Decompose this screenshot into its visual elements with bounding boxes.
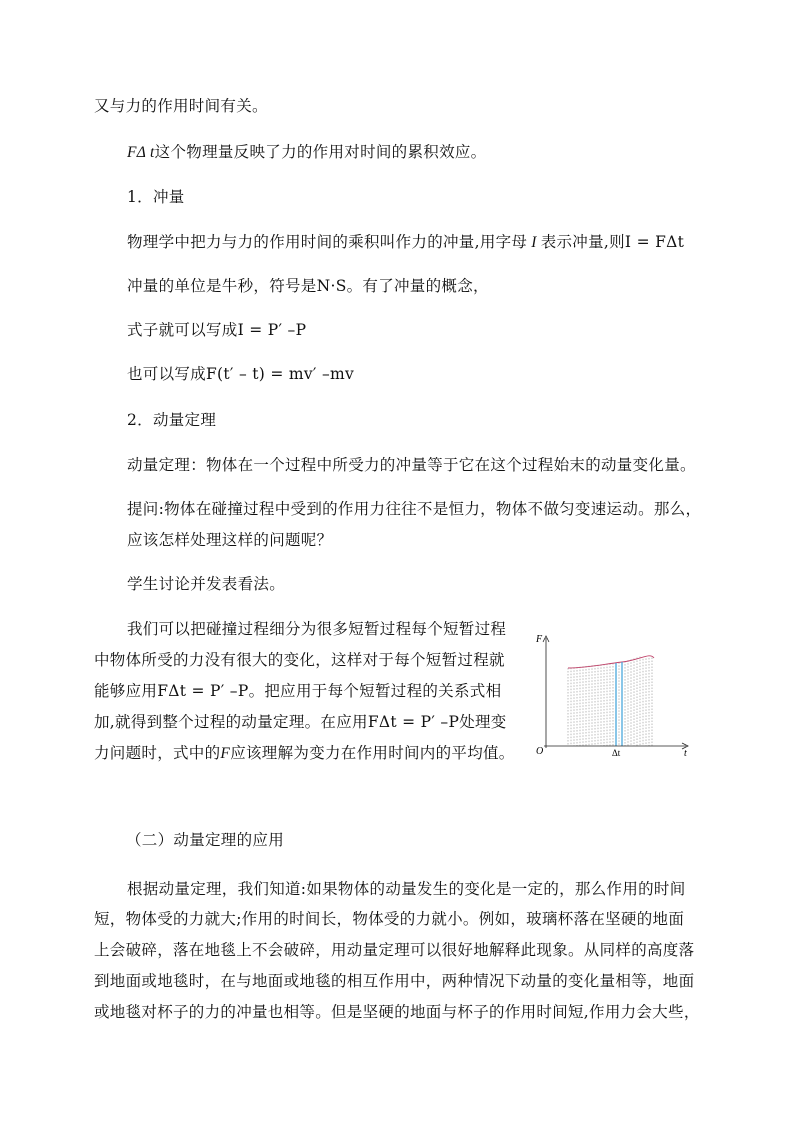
- paragraph-1: 又与力的作用时间有关。: [94, 97, 268, 115]
- paragraph-3: [127, 232, 684, 253]
- paragraph-10-line-5-b: 应该理解为变力在作用时间内的平均值。: [230, 744, 515, 762]
- symbol-i: I: [531, 234, 537, 251]
- paragraph-11-line-4: 到地面或地毯时，在与地面或地毯的相互作用中，两种情况下动量的变化量相等，地面: [94, 972, 695, 990]
- paragraph-7: 动量定理：物体在一个过程中所受力的冲量等于它在这个过程始末的动量变化量。: [127, 456, 696, 474]
- symbol-f: F: [220, 745, 231, 762]
- heading-momentum-theorem: 2．动量定理: [127, 411, 217, 429]
- force-time-figure: [532, 630, 692, 762]
- y-axis-label: F: [536, 634, 543, 645]
- slice-lines: [568, 657, 652, 746]
- paragraph-10-line-1: 我们可以把碰撞过程细分为很多短暂过程每个短暂过程: [127, 620, 507, 638]
- paragraph-11-line-1: 根据动量定理，我们知道:如果物体的动量发生的变化是一定的，那么作用的时间: [127, 880, 686, 898]
- paragraph-10-line-2: 中物体所受的力没有很大的变化，这样对于每个短暂过程就: [94, 651, 505, 669]
- paragraph-11-line-3: 上会破碎，落在地毯上不会破碎，用动量定理可以很好地解释此现象。从同样的高度落: [94, 941, 695, 959]
- paragraph-11-line-2: 短，物体受的力就大;作用的时间长，物体受的力就小。例如，玻璃杯落在坚硬的地面: [94, 910, 685, 928]
- formula-f-delta-t: FΔ t: [127, 144, 155, 161]
- paragraph-3-text-a: 物理学中把力与力的作用时间的乘积叫作力的冲量,用字母: [127, 233, 528, 251]
- interval-label: Δt: [612, 748, 621, 758]
- force-curve: [568, 656, 654, 668]
- paragraph-10-line-4: 加,就得到整个过程的动量定理。在应用FΔt = P′ –P处理变: [94, 713, 507, 731]
- paragraph-10-line-3: 能够应用FΔt = P′ –P。把应用于每个短暂过程的关系式相: [94, 682, 502, 700]
- paragraph-3-text-b: 表示冲量,则I = FΔt: [540, 233, 685, 251]
- origin-label: O: [536, 746, 544, 757]
- paragraph-5: 式子就可以写成I = P′ –P: [127, 321, 307, 339]
- heading-impulse: 1．冲量: [127, 188, 185, 206]
- paragraph-2-text: 这个物理量反映了力的作用对时间的累积效应。: [154, 143, 487, 161]
- heading-applications: （二）动量定理的应用: [126, 831, 285, 849]
- paragraph-8-line-2: 应该怎样处理这样的问题呢？: [127, 531, 333, 549]
- paragraph-2: [127, 142, 486, 163]
- paragraph-4: 冲量的单位是牛秒，符号是N·S。有了冲量的概念，: [127, 277, 489, 295]
- x-axis-label: t: [684, 748, 687, 759]
- paragraph-6: 也可以写成F(t′ – t) = mv′ –mv: [127, 365, 355, 383]
- paragraph-10-line-5-a: 力问题时，式中的: [94, 744, 221, 762]
- paragraph-10-line-5: [94, 743, 515, 764]
- paragraph-8-line-1: 提问:物体在碰撞过程中受到的作用力往往不是恒力，物体不做匀变速运动。那么，: [127, 500, 702, 518]
- paragraph-9: 学生讨论并发表看法。: [127, 575, 286, 593]
- paragraph-11-line-5: 或地毯对杯子的力的冲量也相等。但是坚硬的地面与杯子的作用时间短,作用力会大些，: [94, 1003, 700, 1021]
